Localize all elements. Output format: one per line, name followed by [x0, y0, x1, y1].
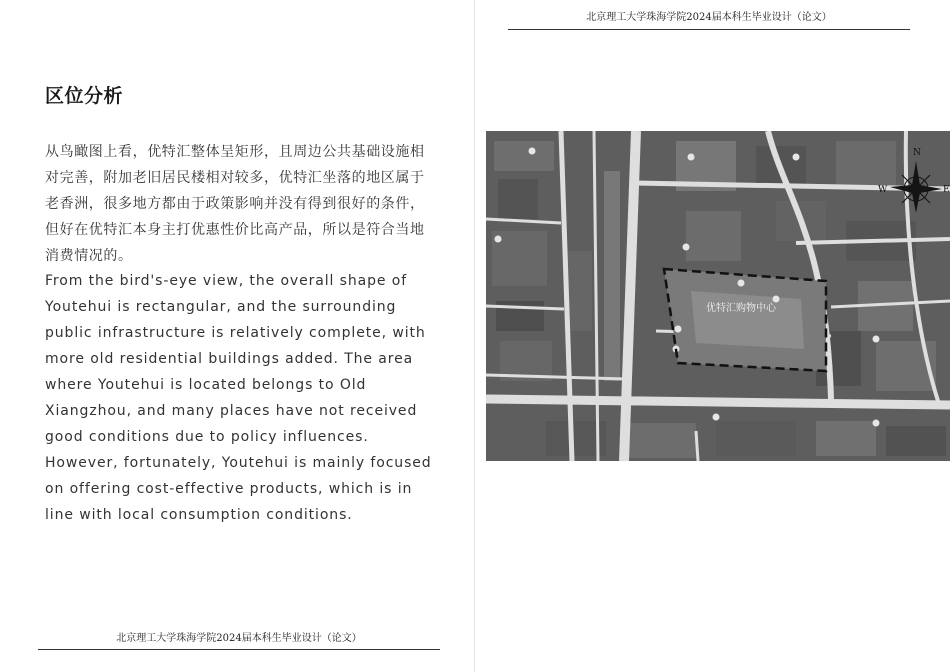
compass-east-label: E: [943, 185, 950, 195]
aerial-map: [486, 131, 950, 461]
paragraph-chinese: 从鸟瞰图上看，优特汇整体呈矩形，且周边公共基础设施相对完善，附加老旧居民楼相对较多，优特汇坐落的地区属于老香洲，很多地方都由于政策影响并没有得到很好的条件，但好在优特汇本身主打优惠性价比高产品，所以是符合当地消费情况的。: [45, 144, 425, 264]
compass-west-label: W: [878, 185, 888, 195]
aerial-map-figure: [486, 131, 950, 461]
running-header: 北京理工大学珠海学院2024届本科生毕业设计（论文）: [508, 10, 910, 30]
compass-north-label: N: [913, 148, 921, 158]
running-footer: 北京理工大学珠海学院2024届本科生毕业设计（论文）: [38, 631, 440, 650]
paragraph-english: From the bird's-eye view, the overall shape of Youtehui is rectangular, and the surrounding public infrastructure is relatively complete, with more old residential buildings added. The area where Youtehui is located belongs to Old Xiangzhou, and many places have not received good conditions due to policy influences. However, fortunately, Youtehui is mainly focused on offering cost-effective products, which is in line with local consumption conditions.: [45, 273, 432, 523]
section-title: 区位分析: [45, 85, 124, 107]
site-label: 优特汇购物中心: [706, 303, 776, 314]
left-page: [0, 0, 474, 672]
